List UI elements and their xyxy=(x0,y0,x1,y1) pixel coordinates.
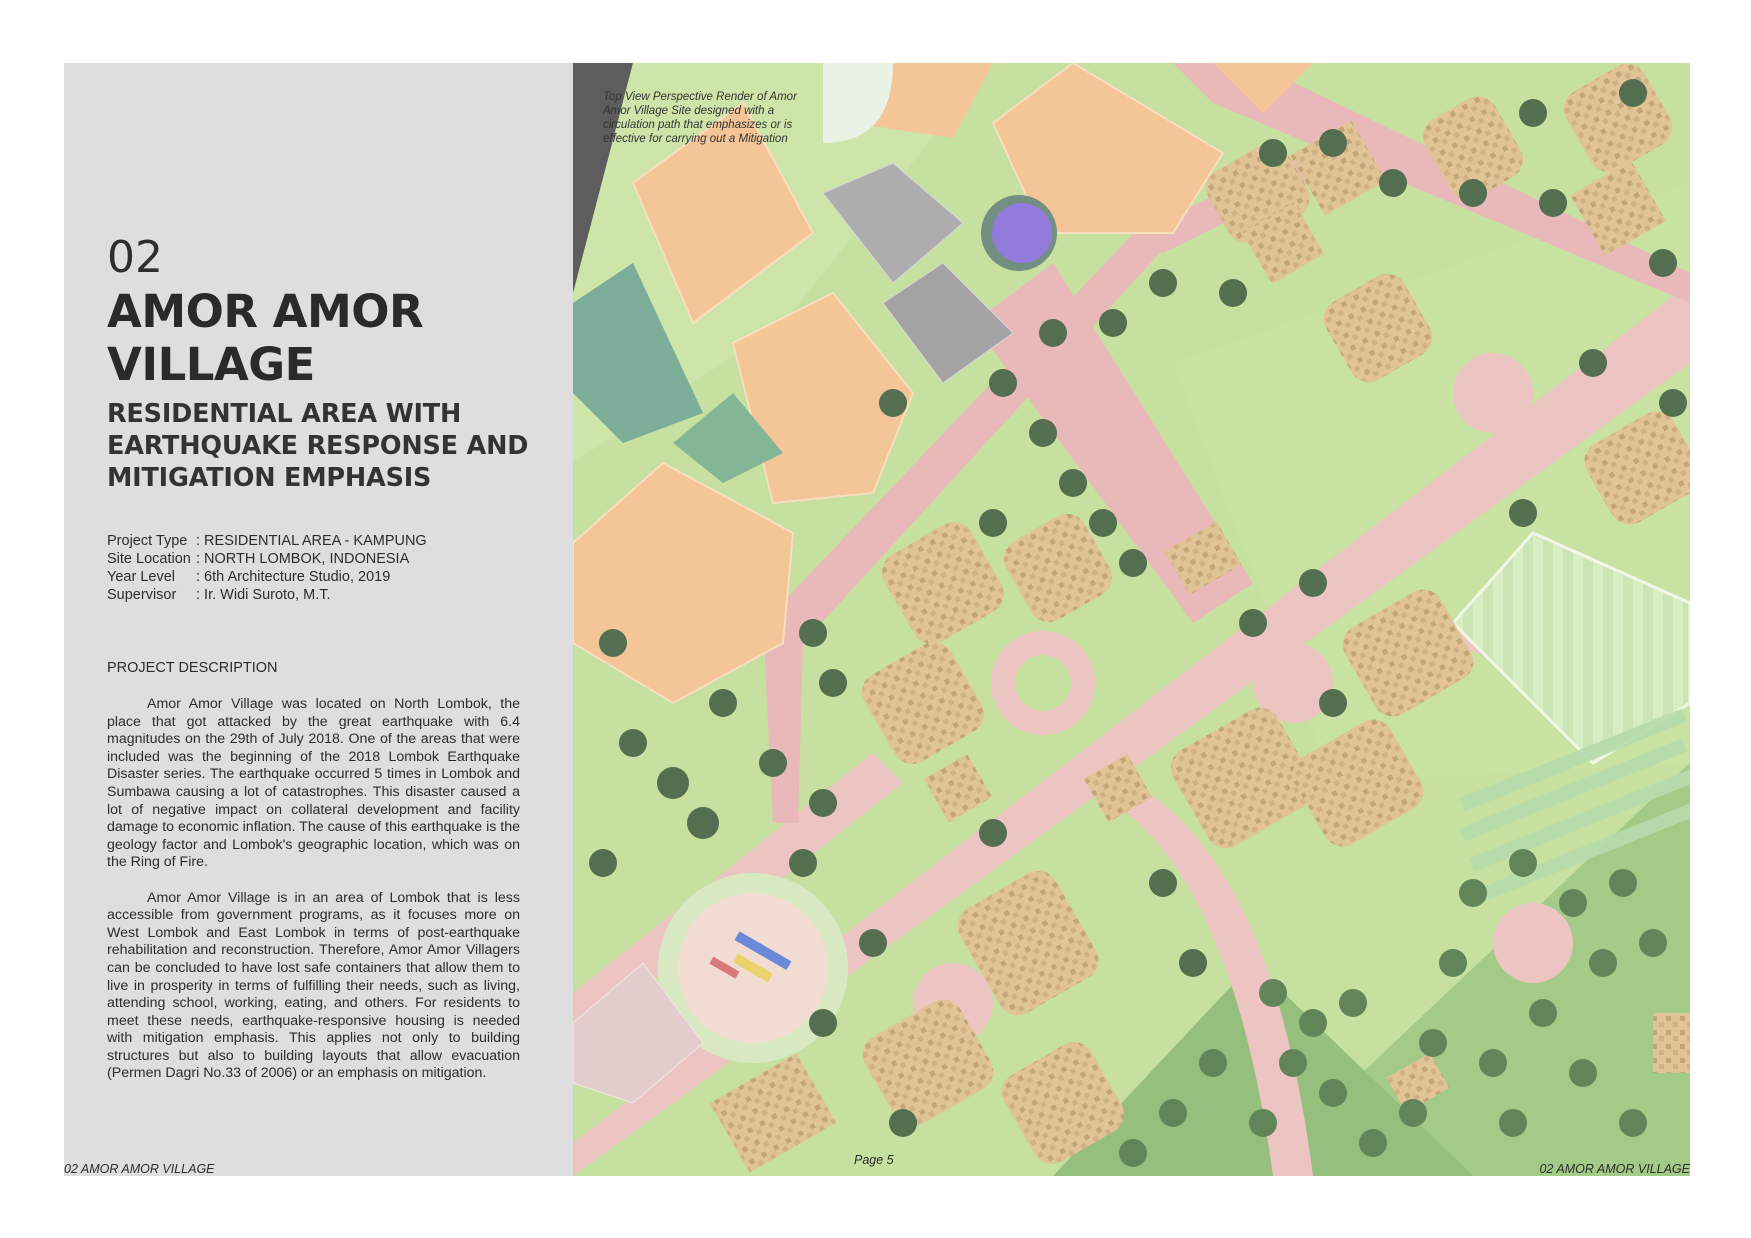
page-number: Page 5 xyxy=(854,1153,894,1167)
footer-right-label: 02 AMOR AMOR VILLAGE xyxy=(1539,1162,1690,1176)
page-title: AMOR AMOR VILLAGE xyxy=(107,285,424,391)
info-label: Supervisor xyxy=(107,587,177,603)
info-value: : RESIDENTIAL AREA - KAMPUNG xyxy=(196,533,427,549)
description-heading: PROJECT DESCRIPTION xyxy=(107,660,278,676)
project-info-row xyxy=(107,568,427,586)
info-value: : 6th Architecture Studio, 2019 xyxy=(196,569,391,585)
info-label: Project Type xyxy=(107,533,188,549)
footer-left-label: 02 AMOR AMOR VILLAGE xyxy=(64,1162,215,1176)
project-info-row xyxy=(107,550,427,568)
render-caption: Top View Perspective Render of Amor Amor Village Site designed with a circulation path that emphasizes or is effective for carrying out a Mitigation xyxy=(603,91,797,145)
page-subtitle: RESIDENTIAL AREA WITH EARTHQUAKE RESPONSE AND MITIGATION EMPHASIS xyxy=(107,399,529,493)
site-render-image xyxy=(573,63,1690,1176)
section-number: 02 xyxy=(107,232,163,283)
description-paragraph: Amor Amor Village was located on North Lombok, the place that got attacked by the great earthquake with 6.4 magnitudes on the 29th of July 2018. One of the areas that were included was the beginning of the 2018 Lombok Earthquake Disaster series. The earthquake occurred 5 times in Lombok and Sumbawa causing a lot of catastrophes. This disaster caused a lot of negative impact on collateral development and facility damage to economic inflation. The cause of this earthquake is the geology factor and Lombok's geographic location, which was on the Ring of Fire. xyxy=(107,696,521,871)
info-label: Year Level xyxy=(107,569,175,585)
info-value: : NORTH LOMBOK, INDONESIA xyxy=(196,551,410,567)
project-info-row xyxy=(107,532,427,550)
project-info-row xyxy=(107,586,427,604)
info-value: : Ir. Widi Suroto, M.T. xyxy=(196,587,331,603)
project-info xyxy=(107,532,427,604)
description-body xyxy=(107,696,520,1083)
info-label: Site Location xyxy=(107,551,191,567)
description-paragraph: Amor Amor Village is in an area of Lombok that is less accessible from government programs, as it focuses more on West Lombok and East Lombok in terms of post-earthquake rehabilitation and reconstruction. Therefore, Amor Amor Villagers can be concluded to have lost safe containers that allow them to live in prosperity in terms of fulfilling their needs, such as living, attending school, working, eating, and others. For residents to meet these needs, earthquake-responsive housing is needed with mitigation emphasis. This applies not only to building structures but also to building layouts that allow evacuation (Permen Dagri No.33 of 2006) or an emphasis on mitigation. xyxy=(107,889,520,1082)
